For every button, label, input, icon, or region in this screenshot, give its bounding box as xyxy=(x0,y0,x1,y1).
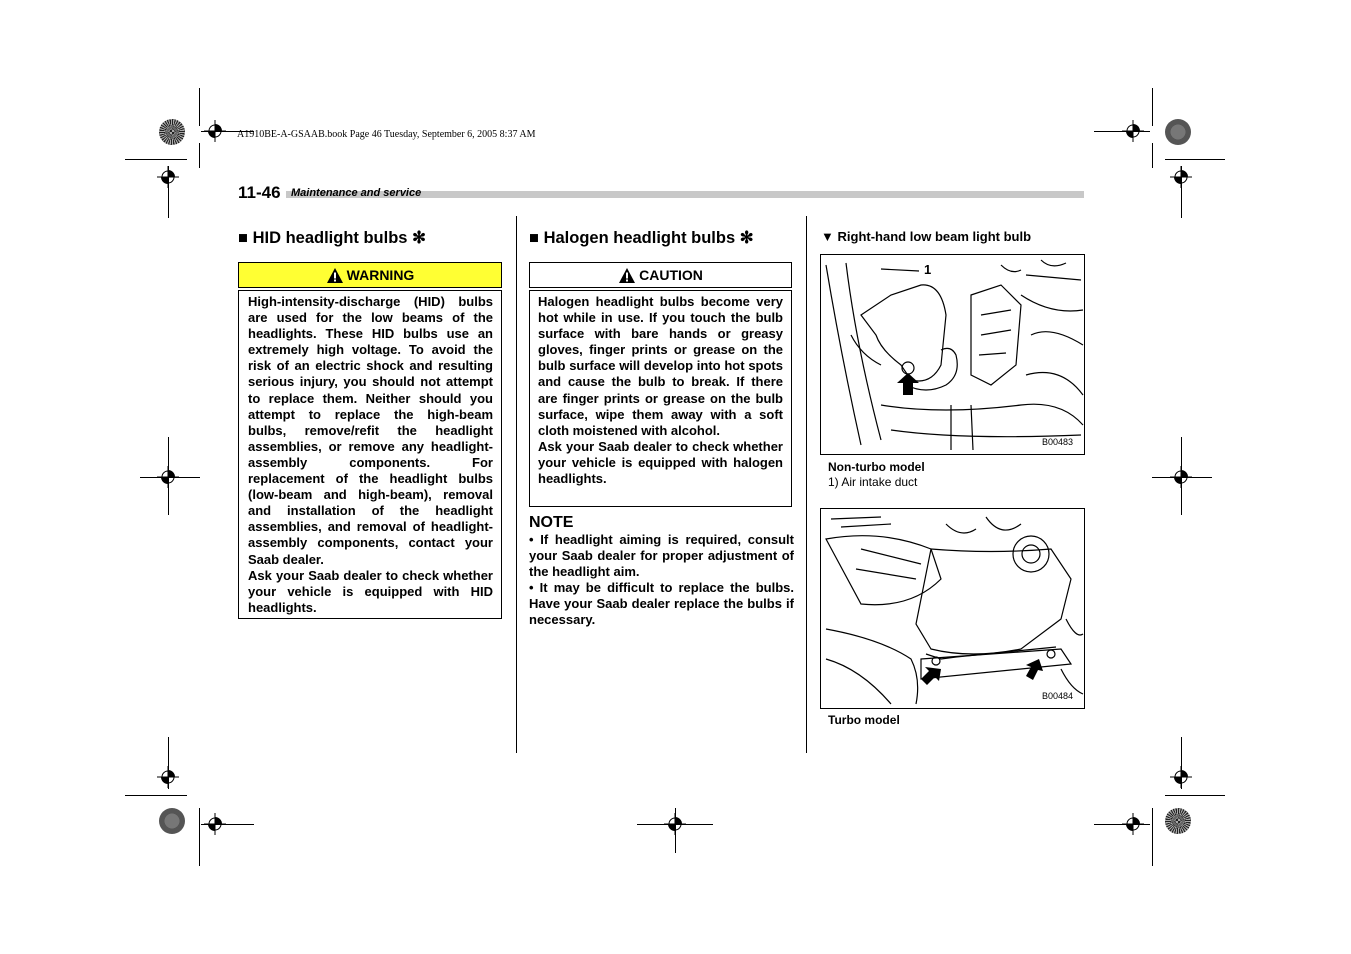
non-turbo-caption: Non-turbo model xyxy=(828,460,925,474)
column-divider xyxy=(516,216,517,753)
hid-section-title xyxy=(238,228,426,248)
warning-triangle-icon xyxy=(326,267,344,284)
warning-paragraph: Ask your Saab dealer to check whether your vehicle is equipped with HID headlights. xyxy=(248,567,493,615)
caution-label: CAUTION xyxy=(639,267,703,283)
column-divider xyxy=(806,216,807,753)
caution-header xyxy=(529,262,792,288)
warning-box xyxy=(238,290,502,619)
crosshair-icon xyxy=(664,813,686,835)
option-asterisk-icon: ✻ xyxy=(739,229,754,247)
turbo-caption: Turbo model xyxy=(828,713,900,727)
warning-paragraph: High-intensity-discharge (HID) bulbs are used for the low beams of the headlights. These HID bulbs use an extremely high voltage. To avoid the risk of an electric shock and resulting serious injury, you should not attempt to replace them. Neither should you attempt to replace the high-beam bulbs, remove/refit the headlight assemblies, or remove any headlight-assembly components. For replacement of the headlight bulbs (low-beam and high-beam), removal and installation of the headlight assemblies, and removal of headlight-assembly components, contact your Saab dealer. xyxy=(248,294,493,567)
callout-number: 1 xyxy=(924,262,932,277)
note-heading: NOTE xyxy=(529,514,574,531)
file-info: A1910BE-A-GSAAB.book Page 46 Tuesday, September 6, 2005 8:37 AM xyxy=(237,129,536,140)
right-low-beam-title-text: Right-hand low beam light bulb xyxy=(837,229,1032,244)
arrow-icon xyxy=(1026,659,1043,680)
halogen-section-title xyxy=(529,228,754,248)
note-list xyxy=(529,532,794,629)
right-low-beam-title xyxy=(821,229,1031,244)
caution-paragraph: Halogen headlight bulbs become very hot while in use. If you touch the bulb surface with bare hands or greasy gloves, finger prints or grease on the bulb surface will develop into hot spots and cause the bulb to break. If there are finger prints or grease on the bulb surface, wipe them away with a soft cloth moistened with alcohol. xyxy=(538,294,783,438)
crosshair-icon xyxy=(157,166,179,188)
crosshair-icon xyxy=(1170,766,1192,788)
crosshair-icon xyxy=(204,813,226,835)
square-bullet-icon: ■ xyxy=(529,229,539,247)
arrow-icon xyxy=(921,667,941,685)
registration-disc xyxy=(1165,119,1191,145)
section-title: Maintenance and service xyxy=(291,187,422,199)
caution-box xyxy=(529,290,792,507)
crosshair-icon xyxy=(1122,120,1144,142)
note-item: • It may be difficult to replace the bulbs. Have your Saab dealer replace the bulbs if necessary. xyxy=(529,580,794,628)
non-turbo-engine-figure xyxy=(820,254,1085,455)
square-bullet-icon: ■ xyxy=(238,229,248,247)
crosshair-icon xyxy=(157,766,179,788)
crosshair-icon xyxy=(1170,466,1192,488)
engine-bay-illustration xyxy=(821,509,1084,708)
crosshair-icon xyxy=(1170,166,1192,188)
registration-disc xyxy=(1165,808,1191,834)
registration-disc xyxy=(159,119,185,145)
engine-bay-illustration xyxy=(821,255,1084,454)
triangle-bullet-icon: ▼ xyxy=(821,229,834,244)
warning-triangle-icon xyxy=(618,267,636,284)
up-arrow-icon xyxy=(897,373,919,395)
caption-item: 1) Air intake duct xyxy=(828,475,918,489)
option-asterisk-icon: ✻ xyxy=(412,229,426,247)
caution-paragraph: Ask your Saab dealer to check whether your vehicle is equipped with halogen headlights. xyxy=(538,438,783,487)
warning-header xyxy=(238,262,502,288)
registration-disc xyxy=(159,808,185,834)
crosshair-icon xyxy=(204,120,226,142)
crosshair-icon xyxy=(157,466,179,488)
crosshair-icon xyxy=(1122,813,1144,835)
figure-code: B00484 xyxy=(1042,691,1074,701)
halogen-title-text: Halogen headlight bulbs xyxy=(543,229,736,247)
figure-code: B00483 xyxy=(1042,437,1074,447)
warning-label: WARNING xyxy=(346,267,415,283)
note-item: • If headlight aiming is required, consult your Saab dealer for proper adjustment of the headlight aim. xyxy=(529,532,794,580)
page-number: 11-46 xyxy=(238,183,281,202)
turbo-engine-figure xyxy=(820,508,1085,709)
hid-title-text: HID headlight bulbs xyxy=(252,229,408,247)
